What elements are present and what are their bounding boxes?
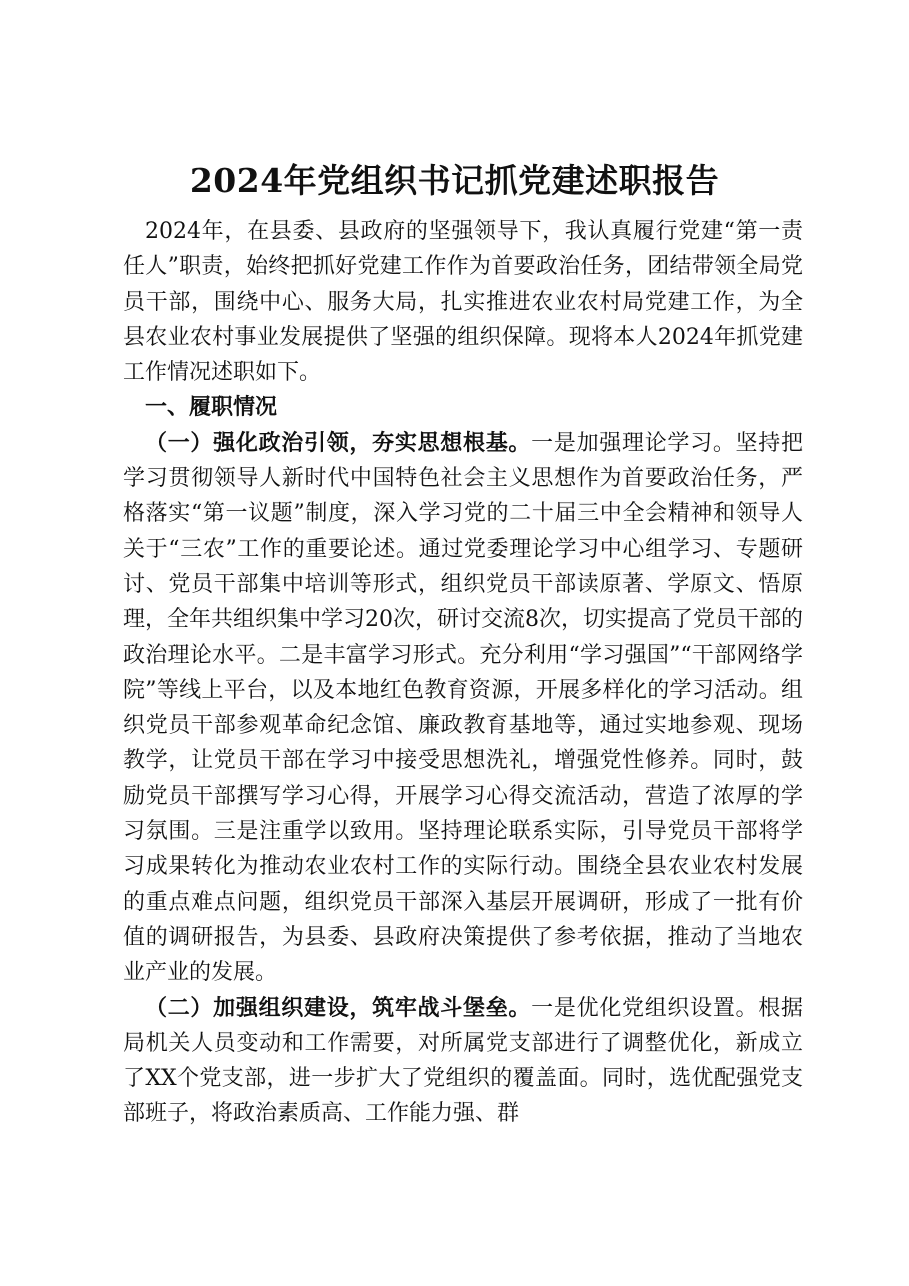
document-body	[123, 214, 803, 1132]
document-title: 2024年党组织书记抓党建述职报告	[189, 161, 720, 200]
intro-paragraph: 2024年，在县委、县政府的坚强领导下，我认真履行党建“第一责任人”职责，始终把抓好党建工作作为首要政治任务，团结带领全局党员干部，围绕中心、服务大局，扎实推进农业农村局党建工作，为全县农业农村事业发展提供了坚强的组织保障。现将本人2024年抓党建工作情况述职如下。	[123, 219, 803, 386]
item-2-text: 一是优化党组织设置。根据局机关人员变动和工作需要，对所属党支部进行了调整优化，新成立了XX个党支部，进一步扩大了党组织的覆盖面。同时，选优配强党支部班子，将政治素质高、工作能力强、群	[123, 995, 803, 1127]
item-2-lead: （二）加强组织建设，筑牢战斗堡垒。	[145, 995, 532, 1021]
section-heading: 一、履职情况	[145, 395, 278, 421]
paragraph-item-2	[123, 991, 803, 1132]
item-1-text: 一是加强理论学习。坚持把学习贯彻领导人新时代中国特色社会主义思想作为首要政治任务，严格落实“第一议题”制度，深入学习党的二十届三中全会精神和领导人关于“三农”工作的重要论述。通过党委理论学习中心组学习、专题研讨、党员干部集中培训等形式，组织党员干部读原著、学原文、悟原理，全年共组织集中学习20次，研讨交流8次，切实提高了党员干部的政治理论水平。二是丰富学习形式。充分利用“学习强国”“干部网络学院”等线上平台，以及本地红色教育资源，开展多样化的学习活动。组织党员干部参观革命纪念馆、廉政教育基地等，通过实地参观、现场教学，让党员干部在学习中接受思想洗礼，增强党性修养。同时，鼓励党员干部撰写学习心得，开展学习心得交流活动，营造了浓厚的学习氛围。三是注重学以致用。坚持理论联系实际，引导党员干部将学习成果转化为推动农业农村工作的实际行动。围绕全县农业农村发展的重点难点问题，组织党员干部深入基层开展调研，形成了一批有价值的调研报告，为县委、县政府决策提供了参考依据，推动了当地农业产业的发展。	[123, 430, 803, 986]
paragraph-item-1	[123, 426, 803, 991]
item-1-lead: （一）强化政治引领，夯实思想根基。	[145, 430, 532, 456]
